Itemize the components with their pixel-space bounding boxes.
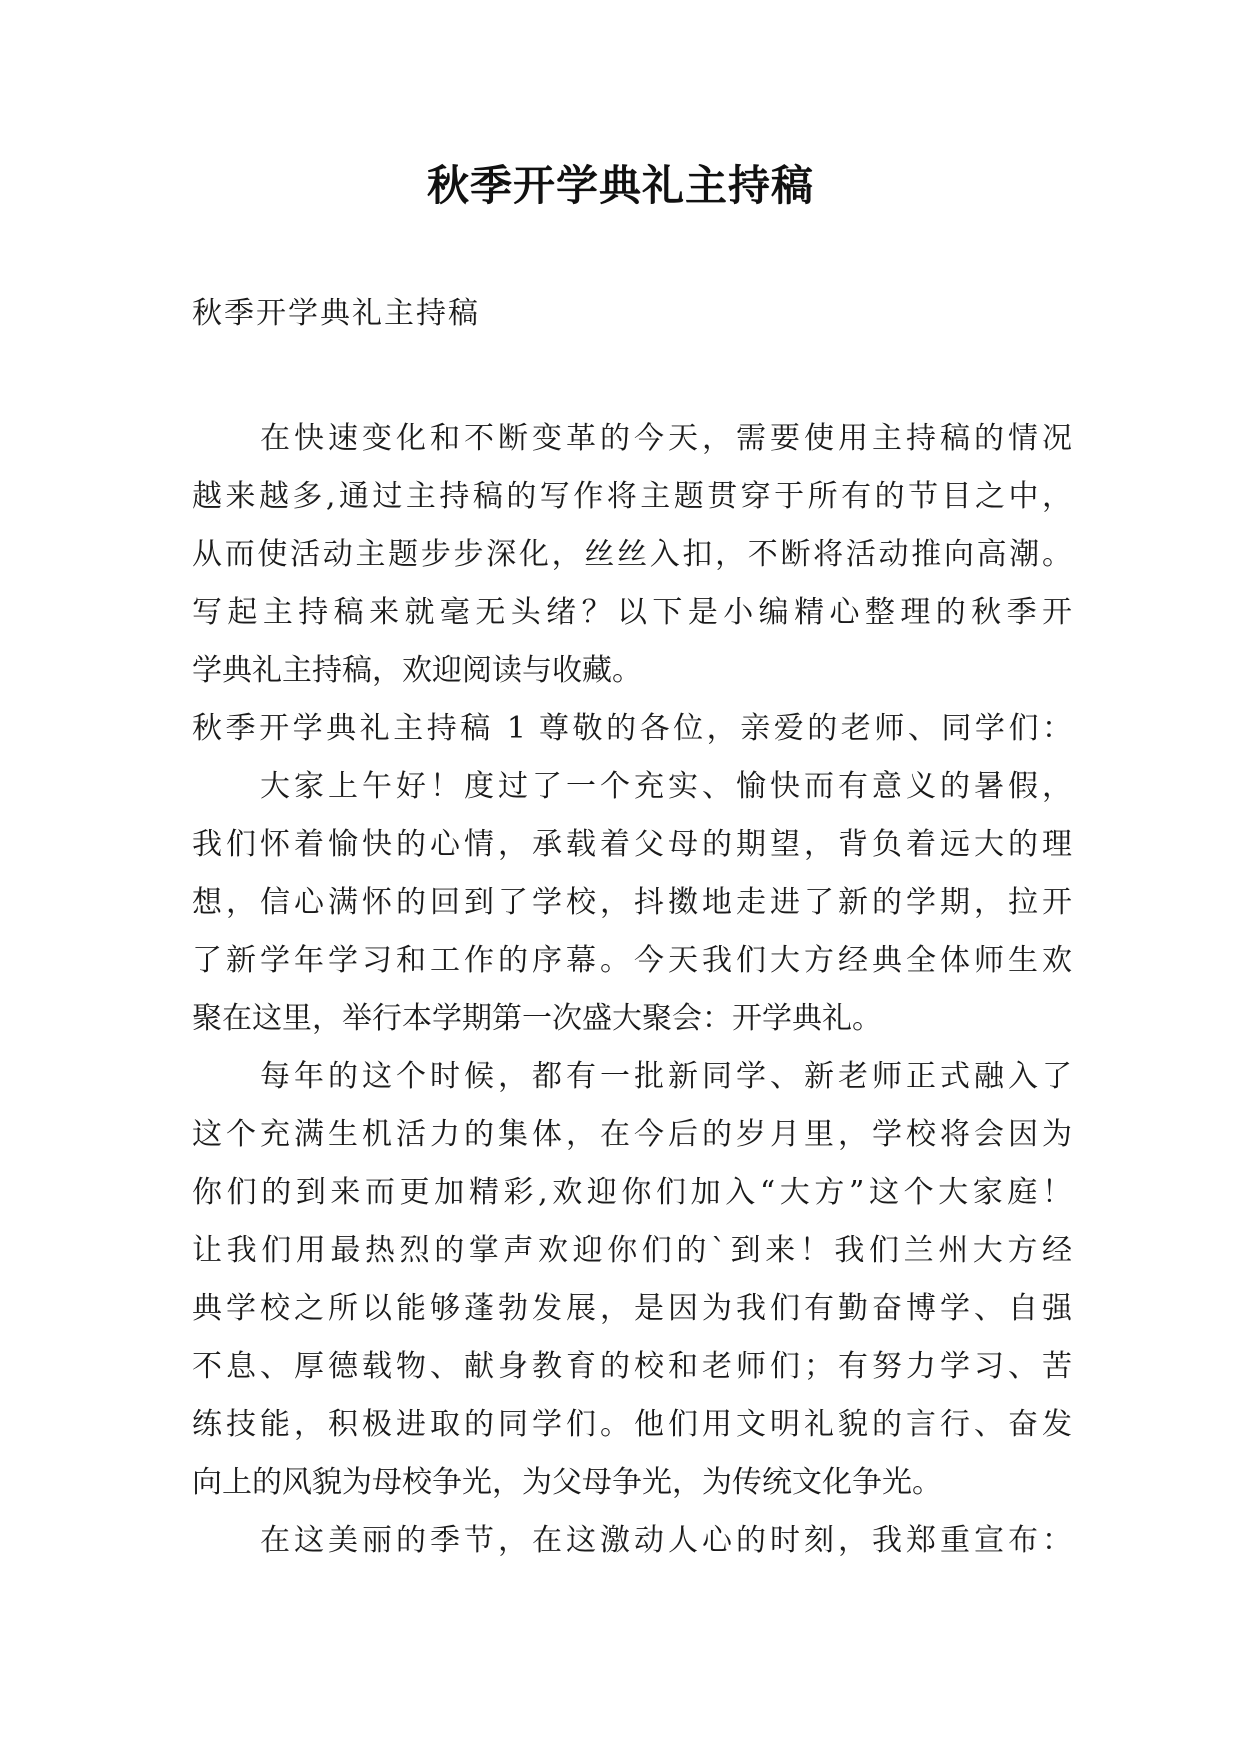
- body-line: 大家上午好！度过了一个充实、愉快而有意义的暑假，: [260, 769, 1072, 804]
- document-subtitle: 秋季开学典礼主持稿: [192, 296, 480, 331]
- body-line: 在这美丽的季节，在这激动人心的时刻，我郑重宣布：: [260, 1523, 1072, 1558]
- body-line: 想，信心满怀的回到了学校，抖擞地走进了新的学期，拉开: [192, 885, 1072, 920]
- body-line: 每年的这个时候，都有一批新同学、新老师正式融入了: [260, 1059, 1072, 1094]
- document-title: 秋季开学典礼主持稿: [426, 161, 814, 210]
- body-line: 秋季开学典礼主持稿 1 尊敬的各位，亲爱的老师、同学们：: [192, 711, 1072, 746]
- body-line: 越来越多,通过主持稿的写作将主题贯穿于所有的节目之中，: [192, 479, 1072, 514]
- body-line: 典学校之所以能够蓬勃发展，是因为我们有勤奋博学、自强: [192, 1291, 1072, 1326]
- body-line: 向上的风貌为母校争光，为父母争光，为传统文化争光。: [192, 1465, 942, 1500]
- body-line: 让我们用最热烈的掌声欢迎你们的`到来！我们兰州大方经: [192, 1233, 1072, 1268]
- document-body: [192, 410, 1072, 1570]
- body-line: 学典礼主持稿，欢迎阅读与收藏。: [192, 653, 642, 688]
- body-line: 你们的到来而更加精彩,欢迎你们加入“大方”这个大家庭！: [192, 1175, 1072, 1210]
- body-line: 写起主持稿来就毫无头绪？以下是小编精心整理的秋季开: [192, 595, 1072, 630]
- body-line: 从而使活动主题步步深化，丝丝入扣，不断将活动推向高潮。: [192, 537, 1072, 572]
- body-line: 练技能，积极进取的同学们。他们用文明礼貌的言行、奋发: [192, 1407, 1072, 1442]
- body-line: 了新学年学习和工作的序幕。今天我们大方经典全体师生欢: [192, 943, 1072, 978]
- body-line: 不息、厚德载物、献身教育的校和老师们；有努力学习、苦: [192, 1349, 1072, 1384]
- body-line: 这个充满生机活力的集体，在今后的岁月里，学校将会因为: [192, 1117, 1072, 1152]
- body-line: 我们怀着愉快的心情，承载着父母的期望，背负着远大的理: [192, 827, 1072, 862]
- body-line: 聚在这里，举行本学期第一次盛大聚会：开学典礼。: [192, 1001, 882, 1036]
- body-line: 在快速变化和不断变革的今天，需要使用主持稿的情况: [260, 421, 1072, 456]
